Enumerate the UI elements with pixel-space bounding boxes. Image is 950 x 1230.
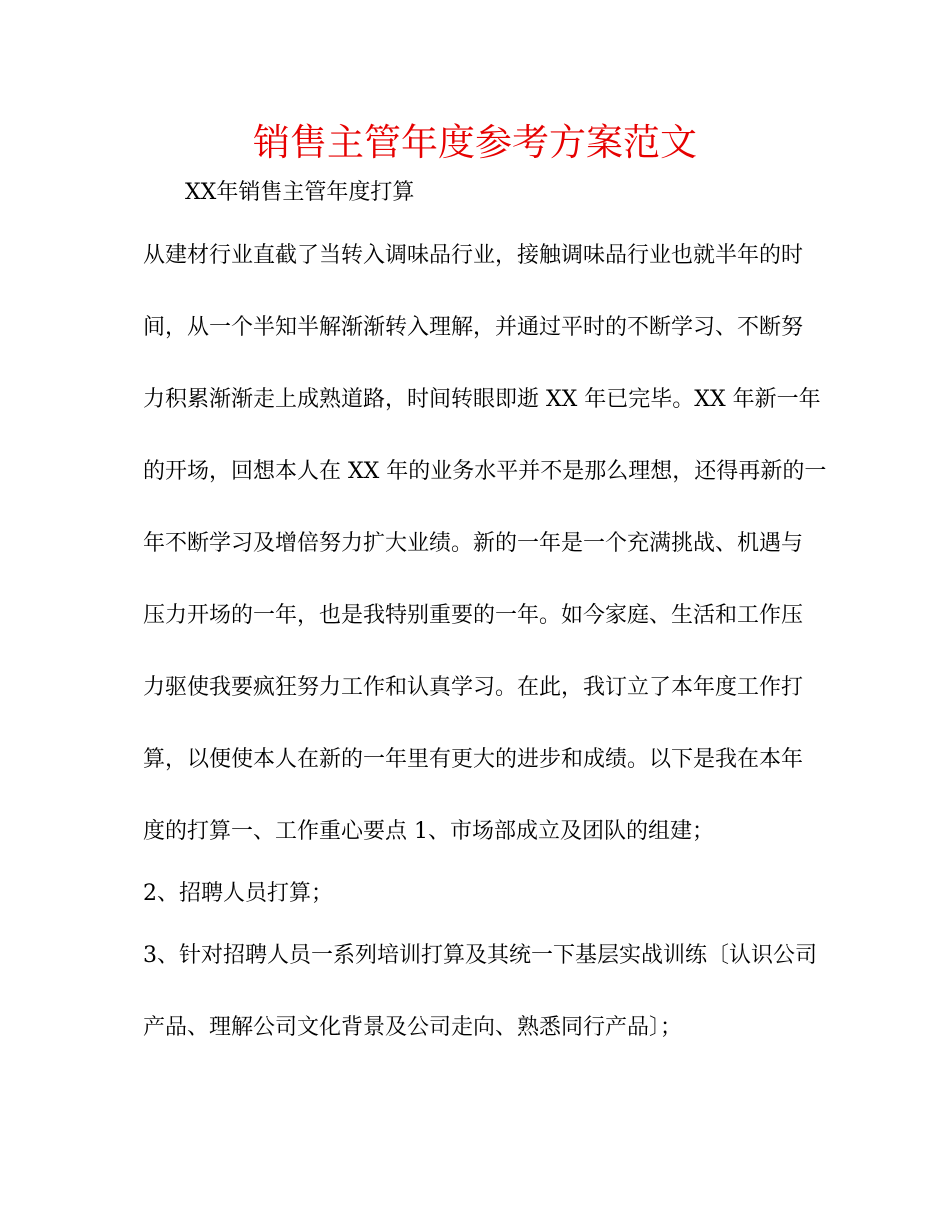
paragraph-line: 的开场，回想本人在 XX 年的业务水平并不是那么理想，还得再新的一 xyxy=(143,459,827,484)
paragraph-line: 年不断学习及增倍努力扩大业绩。新的一年是一个充满挑战、机遇与 xyxy=(143,531,804,556)
paragraph-line: 力驱使我要疯狂努力工作和认真学习。在此，我订立了本年度工作打 xyxy=(143,675,804,700)
paragraph-line: 从建材行业直截了当转入调味品行业，接触调味品行业也就半年的时 xyxy=(143,243,804,268)
paragraph-line: 力积累渐渐走上成熟道路，时间转眼即逝 XX 年已完毕。XX 年新一年 xyxy=(143,387,821,412)
document-title: 销售主管年度参考方案范文 xyxy=(253,121,697,164)
paragraph-line: 间，从一个半知半解渐渐转入理解，并通过平时的不断学习、不断努 xyxy=(143,315,804,340)
paragraph-line: 压力开场的一年，也是我特别重要的一年。如今家庭、生活和工作压 xyxy=(143,603,804,628)
list-item-3: 3、针对招聘人员一系列培训打算及其统一下基层实战训练〔认识公司 xyxy=(143,943,817,968)
paragraph-line: 产品、理解公司文化背景及公司走向、熟悉同行产品〕； xyxy=(143,1015,683,1040)
paragraph-line: 度的打算一、工作重心要点 1、市场部成立及团队的组建； xyxy=(143,819,714,844)
list-item-2: 2、招聘人员打算； xyxy=(143,881,333,906)
document-subtitle: XX年销售主管年度打算 xyxy=(185,180,415,205)
paragraph-line: 算，以便使本人在新的一年里有更大的进步和成绩。以下是我在本年 xyxy=(143,747,804,772)
